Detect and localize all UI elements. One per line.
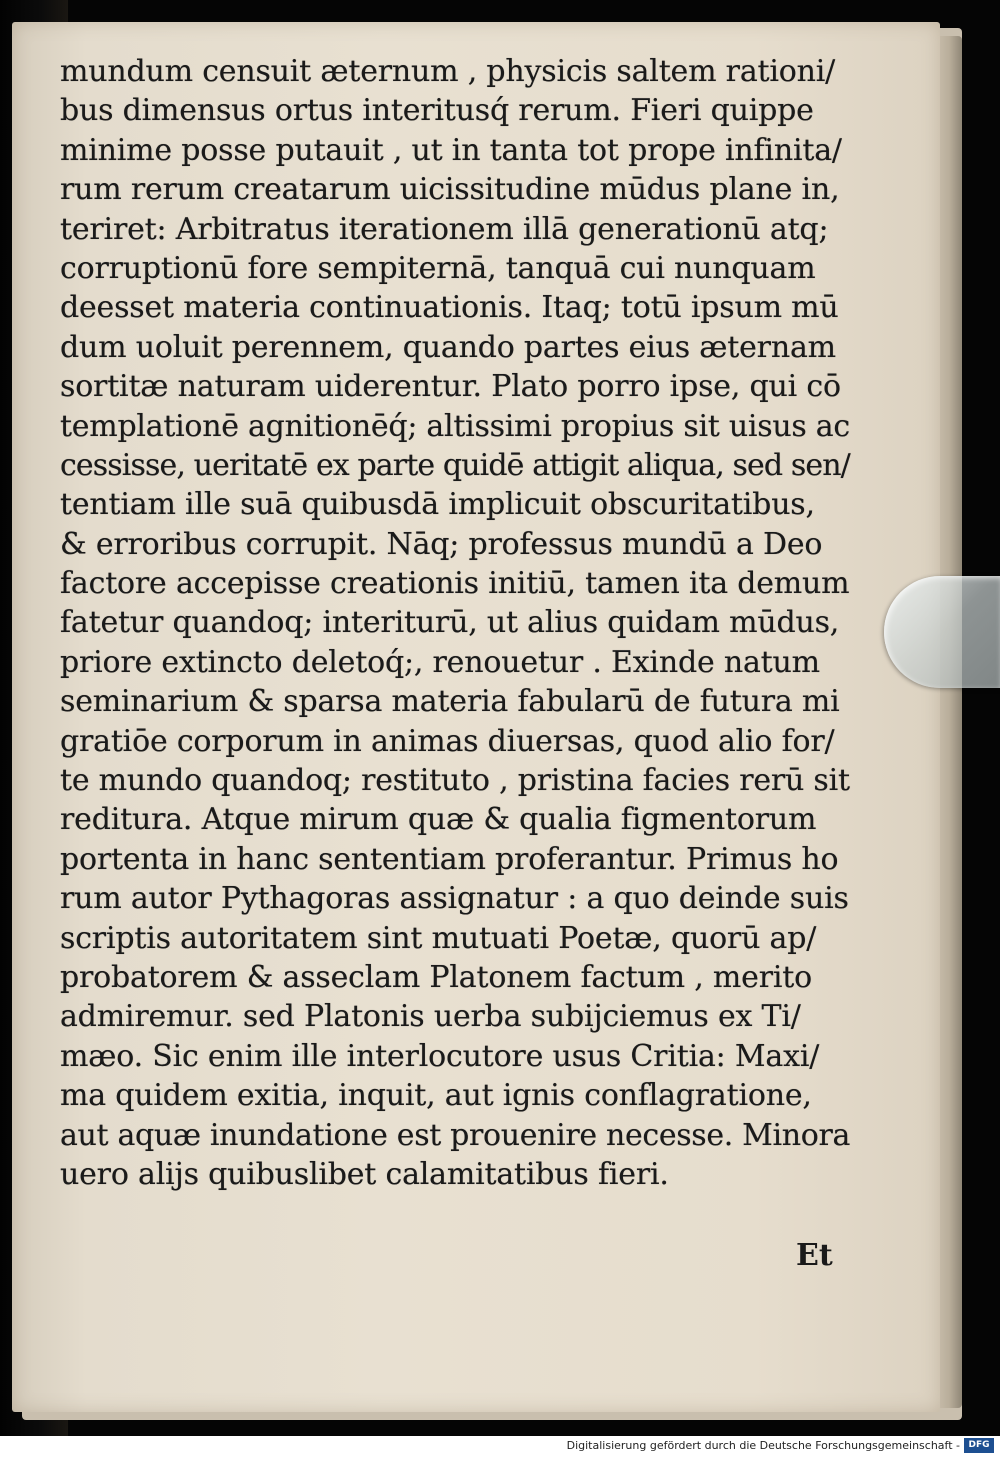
text-line: te mundo quandoq; restituto , pristina facies rerū sit xyxy=(60,763,850,799)
text-line: factore accepisse creationis initiū, tamen ita demum xyxy=(60,566,850,602)
text-line: corruptionū fore sempiternā, tanquā cui nunquam xyxy=(60,250,816,286)
text-line: cessisse, ueritatē ex parte quidē attigit aliqua, sed sen/ xyxy=(60,447,850,483)
text-line: admiremur. sed Platonis uerba subijciemus ex Ti/ xyxy=(60,999,801,1035)
text-line: tentiam ille suā quibusdā implicuit obscuritatibus, xyxy=(60,487,815,523)
text-line: templationē agnitionēq́; altissimi propius sit uisus ac xyxy=(60,408,850,444)
text-line: minime posse putauit , ut in tanta tot prope infinita/ xyxy=(60,132,842,168)
text-line: dum uoluit perennem, quando partes eius æternam xyxy=(60,329,836,365)
text-line: teriret: Arbitratus iterationem illā generationū atq; xyxy=(60,211,829,247)
text-line: priore extincto deletoq́;, renouetur . Exinde natum xyxy=(60,644,820,680)
text-line: probatorem & asseclam Platonem factum , merito xyxy=(60,959,812,995)
text-line: & erroribus corrupit. Nāq; professus mundū a Deo xyxy=(60,526,823,562)
text-line: seminarium & sparsa materia fabularū de futura mi xyxy=(60,684,840,720)
text-line: bus dimensus ortus interitusq́ rerum. Fieri quippe xyxy=(60,93,814,129)
text-line: reditura. Atque mirum quæ & qualia figmentorum xyxy=(60,802,817,838)
text-line: ma quidem exitia, inquit, aut ignis conflagratione, xyxy=(60,1078,812,1114)
text-line: portenta in hanc sententiam proferantur. Primus ho xyxy=(60,841,839,877)
text-line: mundum censuit æternum , physicis saltem rationi/ xyxy=(60,54,836,89)
catchword: Et xyxy=(796,1238,833,1273)
footer-bar xyxy=(0,1436,1000,1457)
text-line: rum rerum creatarum uicissitudine mūdus plane in, xyxy=(60,172,840,208)
text-line: sortitæ naturam uiderentur. Plato porro ipse, qui cō xyxy=(60,369,841,405)
text-line: mæo. Sic enim ille interlocutore usus Critia: Maxi/ xyxy=(60,1038,820,1074)
text-line: aut aquæ inundatione est prouenire necesse. Minora xyxy=(60,1117,851,1153)
text-line: uero alijs quibuslibet calamitatibus fieri. xyxy=(60,1156,669,1192)
text-line: rum autor Pythagoras assignatur : a quo deinde suis xyxy=(60,881,849,917)
digitization-credit: Digitalisierung gefördert durch die Deutsche Forschungsgemeinschaft - xyxy=(566,1439,960,1452)
text-line: deesset materia continuationis. Itaq; totū ipsum mū xyxy=(60,290,839,326)
text-line: fatetur quandoq; interiturū, ut alius quidam mūdus, xyxy=(60,605,840,641)
body-text xyxy=(60,52,850,1194)
text-line: scriptis autoritatem sint mutuati Poetæ, quorū ap/ xyxy=(60,920,817,956)
page-clip xyxy=(884,576,1000,688)
text-line: gratiōe corporum in animas diuersas, quod alio for/ xyxy=(60,723,835,759)
dfg-logo: DFG xyxy=(964,1438,994,1453)
